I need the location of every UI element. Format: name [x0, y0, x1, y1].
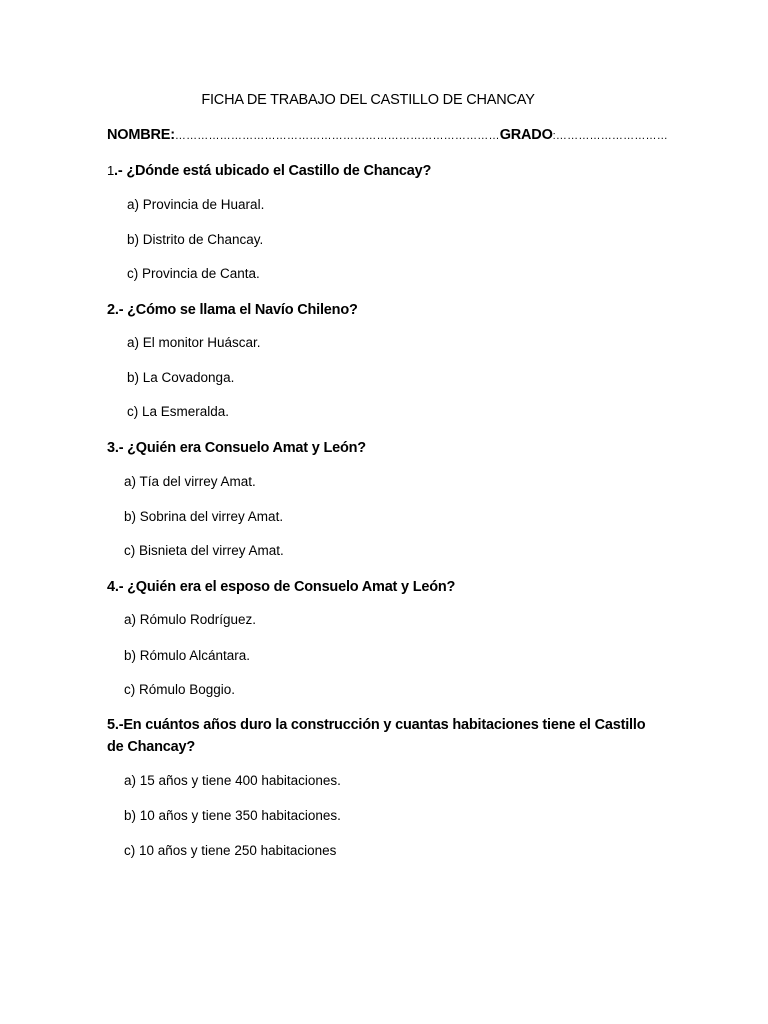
question-1-option-a: a) Provincia de Huaral.: [127, 197, 265, 212]
name-label: NOMBRE:: [107, 127, 175, 143]
document-title: FICHA DE TRABAJO DEL CASTILLO DE CHANCAY: [201, 92, 535, 108]
question-1-option-c: c) Provincia de Canta.: [127, 266, 260, 281]
question-5-option-a: a) 15 años y tiene 400 habitaciones.: [124, 773, 341, 788]
question-3-option-c: c) Bisnieta del virrey Amat.: [124, 543, 284, 558]
question-5-option-c: c) 10 años y tiene 250 habitaciones: [124, 843, 337, 858]
question-2-option-a: a) El monitor Huáscar.: [127, 335, 261, 350]
question-3-option-a: a) Tía del virrey Amat.: [124, 474, 256, 489]
question-3: 3.- ¿Quién era Consuelo Amat y León?: [107, 440, 366, 456]
question-1-text: .- ¿Dónde está ubicado el Castillo de Chancay?: [114, 163, 432, 179]
question-4-option-b: b) Rómulo Alcántara.: [124, 648, 251, 663]
question-1-option-b: b) Distrito de Chancay.: [127, 232, 264, 247]
grade-blank: :…………………………: [552, 130, 668, 142]
question-1-number: 1: [107, 163, 115, 178]
grade-label: GRADO: [499, 127, 553, 143]
question-2-option-c: c) La Esmeralda.: [127, 404, 230, 419]
question-2-option-b: b) La Covadonga.: [127, 370, 235, 385]
question-4-option-c: c) Rómulo Boggio.: [124, 682, 236, 697]
question-5: 5.-En cuántos años duro la construcción y cuantas habitaciones tiene el Castillo de Chancay?: [107, 717, 646, 755]
question-2: 2.- ¿Cómo se llama el Navío Chileno?: [107, 302, 358, 318]
question-1: [107, 160, 667, 182]
question-3-option-b: b) Sobrina del virrey Amat.: [124, 509, 284, 524]
question-4: 4.- ¿Quién era el esposo de Consuelo Amat y León?: [107, 579, 456, 595]
name-grade-line: [107, 127, 668, 143]
question-5-option-b: b) 10 años y tiene 350 habitaciones.: [124, 808, 341, 823]
question-4-option-a: a) Rómulo Rodríguez.: [124, 612, 257, 627]
name-blank: ……………………………………………………………………………: [174, 130, 500, 142]
